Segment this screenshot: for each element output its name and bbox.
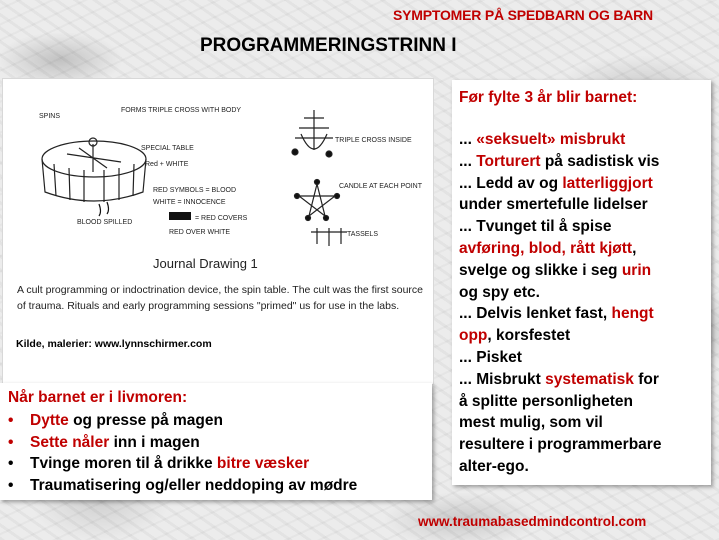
list-item: under smertefulle lidelser (459, 196, 648, 214)
list-item: resultere i programmerbare (459, 436, 662, 454)
prenatal-heading: Når barnet er i livmoren: (8, 389, 188, 406)
page-title: PROGRAMMERINGSTRINN I (200, 35, 457, 56)
list-item: ... Delvis lenket fast, hengt (459, 305, 654, 323)
list-item: • Sette nåler inn i magen (8, 432, 357, 454)
sketch-label-red-symbols: RED SYMBOLS = BLOOD (153, 187, 237, 194)
list-item: opp, korsfestet (459, 327, 571, 345)
sketch-label-special-table: SPECIAL TABLE (141, 145, 194, 152)
list-item: å splitte personligheten (459, 392, 633, 410)
prenatal-abuse-box (0, 383, 432, 500)
list-item: svelge og slikke i seg urin (459, 261, 652, 279)
sketch-label-red-over-white: RED OVER WHITE (169, 229, 231, 236)
sketch-label-spins: SPINS (39, 113, 61, 120)
early-childhood-heading: Før fylte 3 år blir barnet: (459, 89, 638, 106)
prenatal-list (8, 410, 357, 496)
list-item: avføring, blod, rått kjøtt, (459, 239, 637, 257)
sketch-label-white-innocence: WHITE = INNOCENCE (153, 199, 226, 206)
list-item: ... Tvunget til å spise (459, 218, 612, 236)
list-item: ... Torturert på sadistisk vis (459, 152, 660, 170)
early-childhood-abuse-box (452, 80, 711, 485)
sketch-label-triple-cross: TRIPLE CROSS INSIDE (335, 137, 412, 144)
table-skirt-shape (42, 159, 146, 201)
list-item: ... Pisket (459, 348, 522, 366)
bullet-icon: • (8, 412, 14, 429)
bullet-icon: • (8, 455, 14, 472)
pentagram-shape (299, 184, 335, 216)
list-item: • Dytte og presse på magen (8, 410, 357, 432)
list-item: • Traumatisering og/eller neddoping av mødre (8, 475, 357, 497)
list-item: • Tvinge moren til å drikke bitre væsker (8, 453, 357, 475)
spin-table-sketch (29, 104, 422, 259)
early-childhood-list (459, 129, 709, 478)
tassels-shape (311, 228, 347, 246)
triple-cross-shape (295, 110, 333, 150)
journal-drawing-figure (2, 78, 434, 385)
sketch-label-tassels: TASSELS (347, 231, 378, 238)
list-item: og spy etc. (459, 283, 540, 301)
figure-caption-title: Journal Drawing 1 (153, 256, 258, 271)
sketch-label-red-covers: = RED COVERS (195, 215, 248, 222)
bullet-icon: • (8, 476, 14, 494)
footer-url-link[interactable]: www.traumabasedmindcontrol.com (418, 514, 647, 529)
list-item: alter-ego. (459, 457, 529, 475)
list-item: ... «seksuelt» misbrukt (459, 131, 626, 148)
sketch-label-candle: CANDLE AT EACH POINT (339, 183, 422, 190)
bullet-icon: • (8, 433, 14, 451)
red-cover-swatch (169, 212, 191, 220)
figure-on-table-shape (67, 144, 121, 172)
sketch-label-blood-spilled: BLOOD SPILLED (77, 219, 133, 226)
figure-source-credit: Kilde, malerier: www.lynnschirmer.com (16, 338, 212, 350)
list-item: mest mulig, som vil (459, 414, 603, 432)
sketch-label-red-white: Red + WHITE (145, 161, 189, 168)
list-item: ... Misbrukt systematisk for (459, 370, 659, 388)
page-subtitle: SYMPTOMER PÅ SPEDBARN OG BARN (393, 7, 653, 23)
list-item: ... Ledd av og latterliggjort (459, 174, 653, 192)
figure-caption-body: A cult programming or indoctrination device, the spin table. The cult was the first source of trauma. Rituals and early programming sessions "primed" us for use in the labs. (17, 284, 424, 312)
sketch-label-forms: FORMS TRIPLE CROSS WITH BODY (121, 107, 242, 114)
